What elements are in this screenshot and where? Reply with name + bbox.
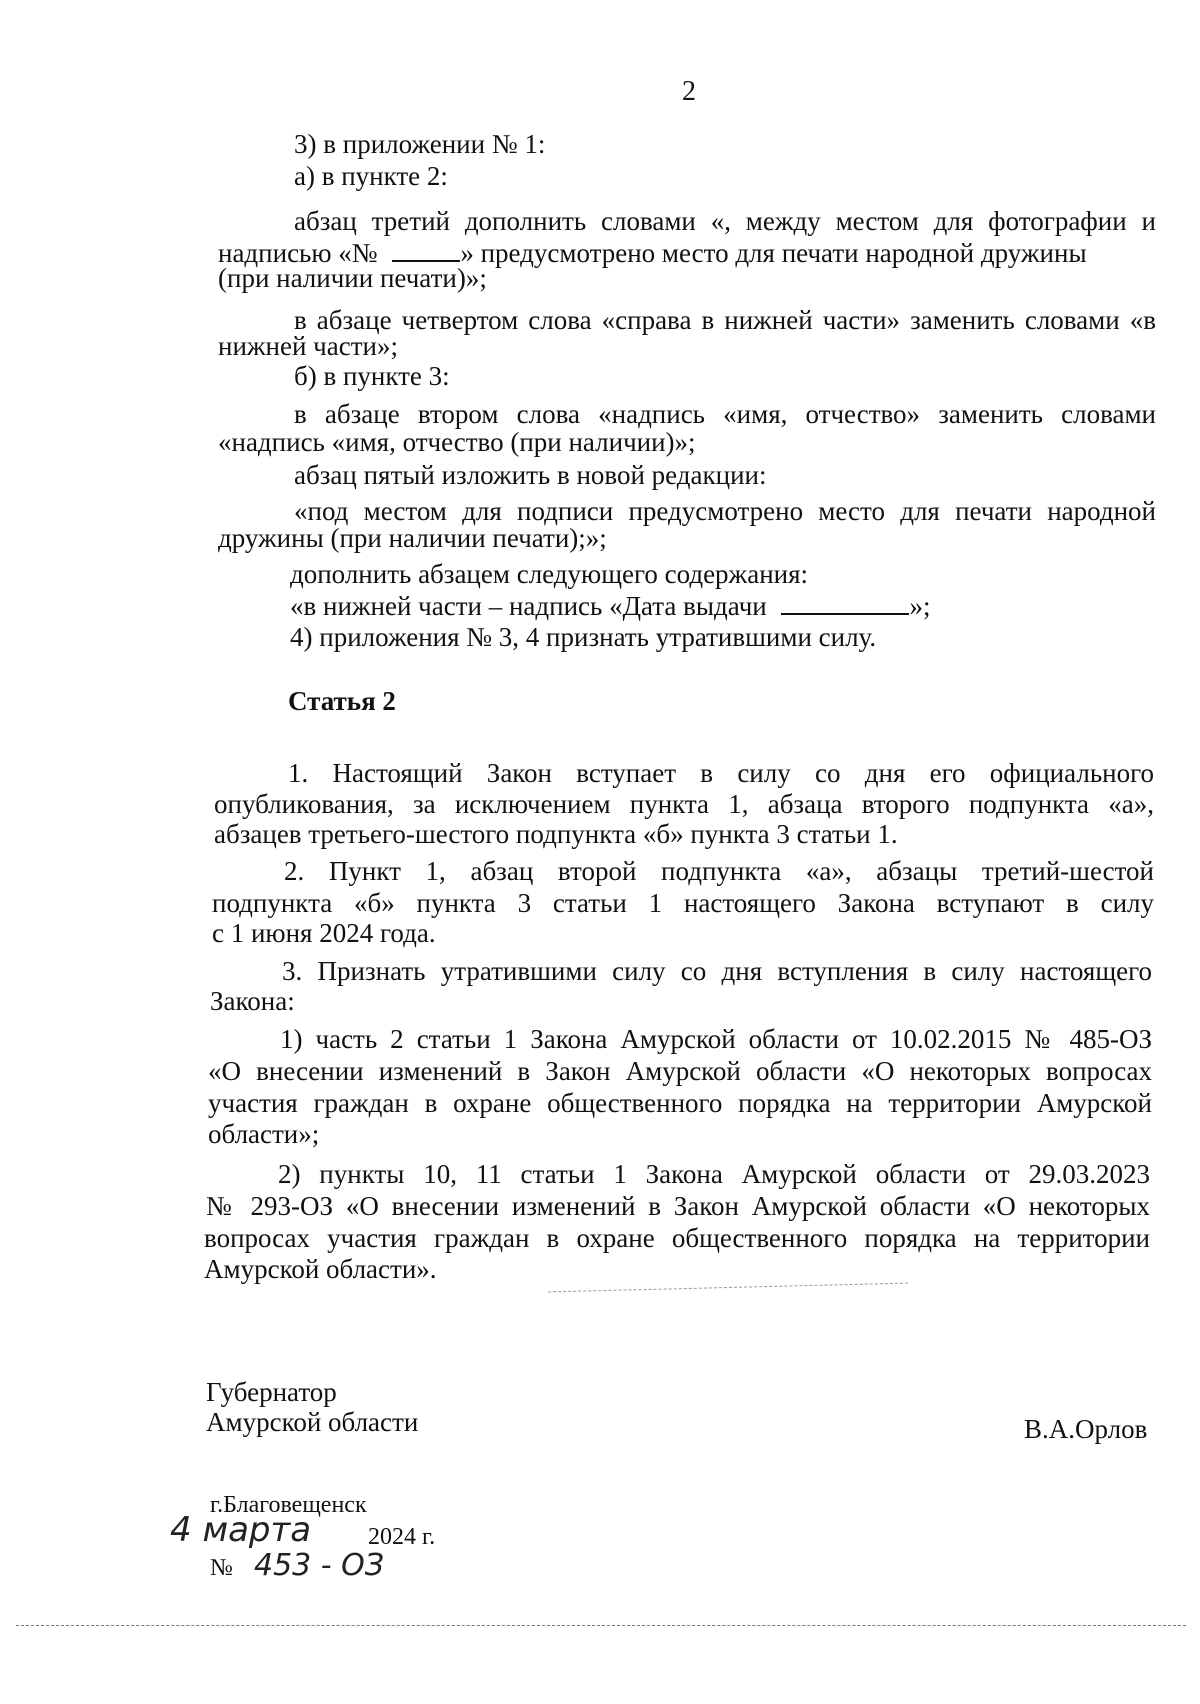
article-heading: Статья 2: [288, 686, 396, 716]
item3-intro: 3) в приложении № 1:: [294, 129, 546, 159]
blank-underline: [781, 593, 909, 615]
paragraph-line: Амурской области».: [204, 1254, 437, 1284]
paragraph-line: 2) пункты 10, 11 статьи 1 Закона Амурской области от 29.03.2023: [278, 1159, 1150, 1189]
paragraph-line: дополнить абзацем следующего содержания:: [290, 559, 809, 589]
paragraph-line: подпункта «б» пункта 3 статьи 1 настоящего Закона вступают в силу: [212, 888, 1154, 918]
paragraph-line: 4) приложения № 3, 4 признать утратившими силу.: [290, 622, 877, 652]
paragraph-line: области»;: [208, 1119, 320, 1149]
paragraph-line: опубликования, за исключением пункта 1, абзаца второго подпункта «а»,: [214, 789, 1154, 819]
city-label: г.Благовещенск: [210, 1492, 367, 1518]
paragraph-line: вопросах участия граждан в охране общественного порядка на территории: [204, 1223, 1150, 1253]
scan-artifact-line: [548, 1283, 908, 1293]
paragraph-line: абзац пятый изложить в новой редакции:: [294, 460, 767, 490]
text-fragment: » предусмотрено место для печати народной дружины: [460, 238, 1087, 268]
text-fragment: »;: [909, 591, 931, 621]
text-fragment: надписью «№: [218, 238, 378, 268]
paragraph-line: № 293-ОЗ «О внесении изменений в Закон Амурской области «О некоторых: [206, 1191, 1150, 1221]
paragraph-line: Закона:: [210, 986, 295, 1016]
signatory-title: Амурской области: [206, 1407, 419, 1437]
paragraph-line: абзац третий дополнить словами «, между местом для фотографии и: [294, 206, 1156, 236]
paragraph-line: (при наличии печати)»;: [218, 263, 487, 293]
paragraph-line: 3. Признать утратившими силу со дня вступления в силу настоящего: [282, 956, 1152, 986]
handwritten-date: 4 марта: [170, 1510, 312, 1550]
scan-artifact-line: [16, 1625, 1186, 1626]
sub-a-intro: а) в пункте 2:: [294, 161, 448, 191]
paragraph-line: 1) часть 2 статьи 1 Закона Амурской области от 10.02.2015 № 485-ОЗ: [280, 1024, 1152, 1054]
signatory-title: Губернатор: [206, 1377, 337, 1407]
paragraph-line: 1. Настоящий Закон вступает в силу со дня его официального: [288, 758, 1154, 788]
paragraph-line: с 1 июня 2024 года.: [212, 918, 436, 948]
handwritten-number: 453 - ОЗ: [254, 1548, 385, 1583]
blank-underline: [392, 240, 460, 262]
paragraph-line: «под местом для подписи предусмотрено место для печати народной: [294, 496, 1156, 526]
paragraph-line: участия граждан в охране общественного порядка на территории Амурской: [208, 1088, 1152, 1118]
signatory-name: В.А.Орлов: [1024, 1414, 1148, 1444]
number-label: №: [210, 1555, 233, 1581]
paragraph-line: в абзаце втором слова «надпись «имя, отчество» заменить словами: [294, 399, 1156, 429]
paragraph-line: 2. Пункт 1, абзац второй подпункта «а», абзацы третий-шестой: [284, 856, 1154, 886]
sub-b-intro: б) в пункте 3:: [294, 361, 450, 391]
year-label: 2024 г.: [368, 1524, 436, 1550]
paragraph-line: нижней части»;: [218, 331, 398, 361]
paragraph-line: в абзаце четвертом слова «справа в нижней части» заменить словами «в: [294, 305, 1156, 335]
paragraph-line: абзацев третьего-шестого подпункта «б» пункта 3 статьи 1.: [214, 819, 898, 849]
paragraph-line: «О внесении изменений в Закон Амурской области «О некоторых вопросах: [208, 1056, 1152, 1086]
paragraph-line: «надпись «имя, отчество (при наличии)»;: [218, 427, 696, 457]
text-fragment: «в нижней части – надпись «Дата выдачи: [290, 591, 767, 621]
paragraph-line: дружины (при наличии печати);»;: [218, 523, 607, 553]
paragraph-line: [290, 590, 930, 622]
page-number: 2: [682, 76, 696, 107]
